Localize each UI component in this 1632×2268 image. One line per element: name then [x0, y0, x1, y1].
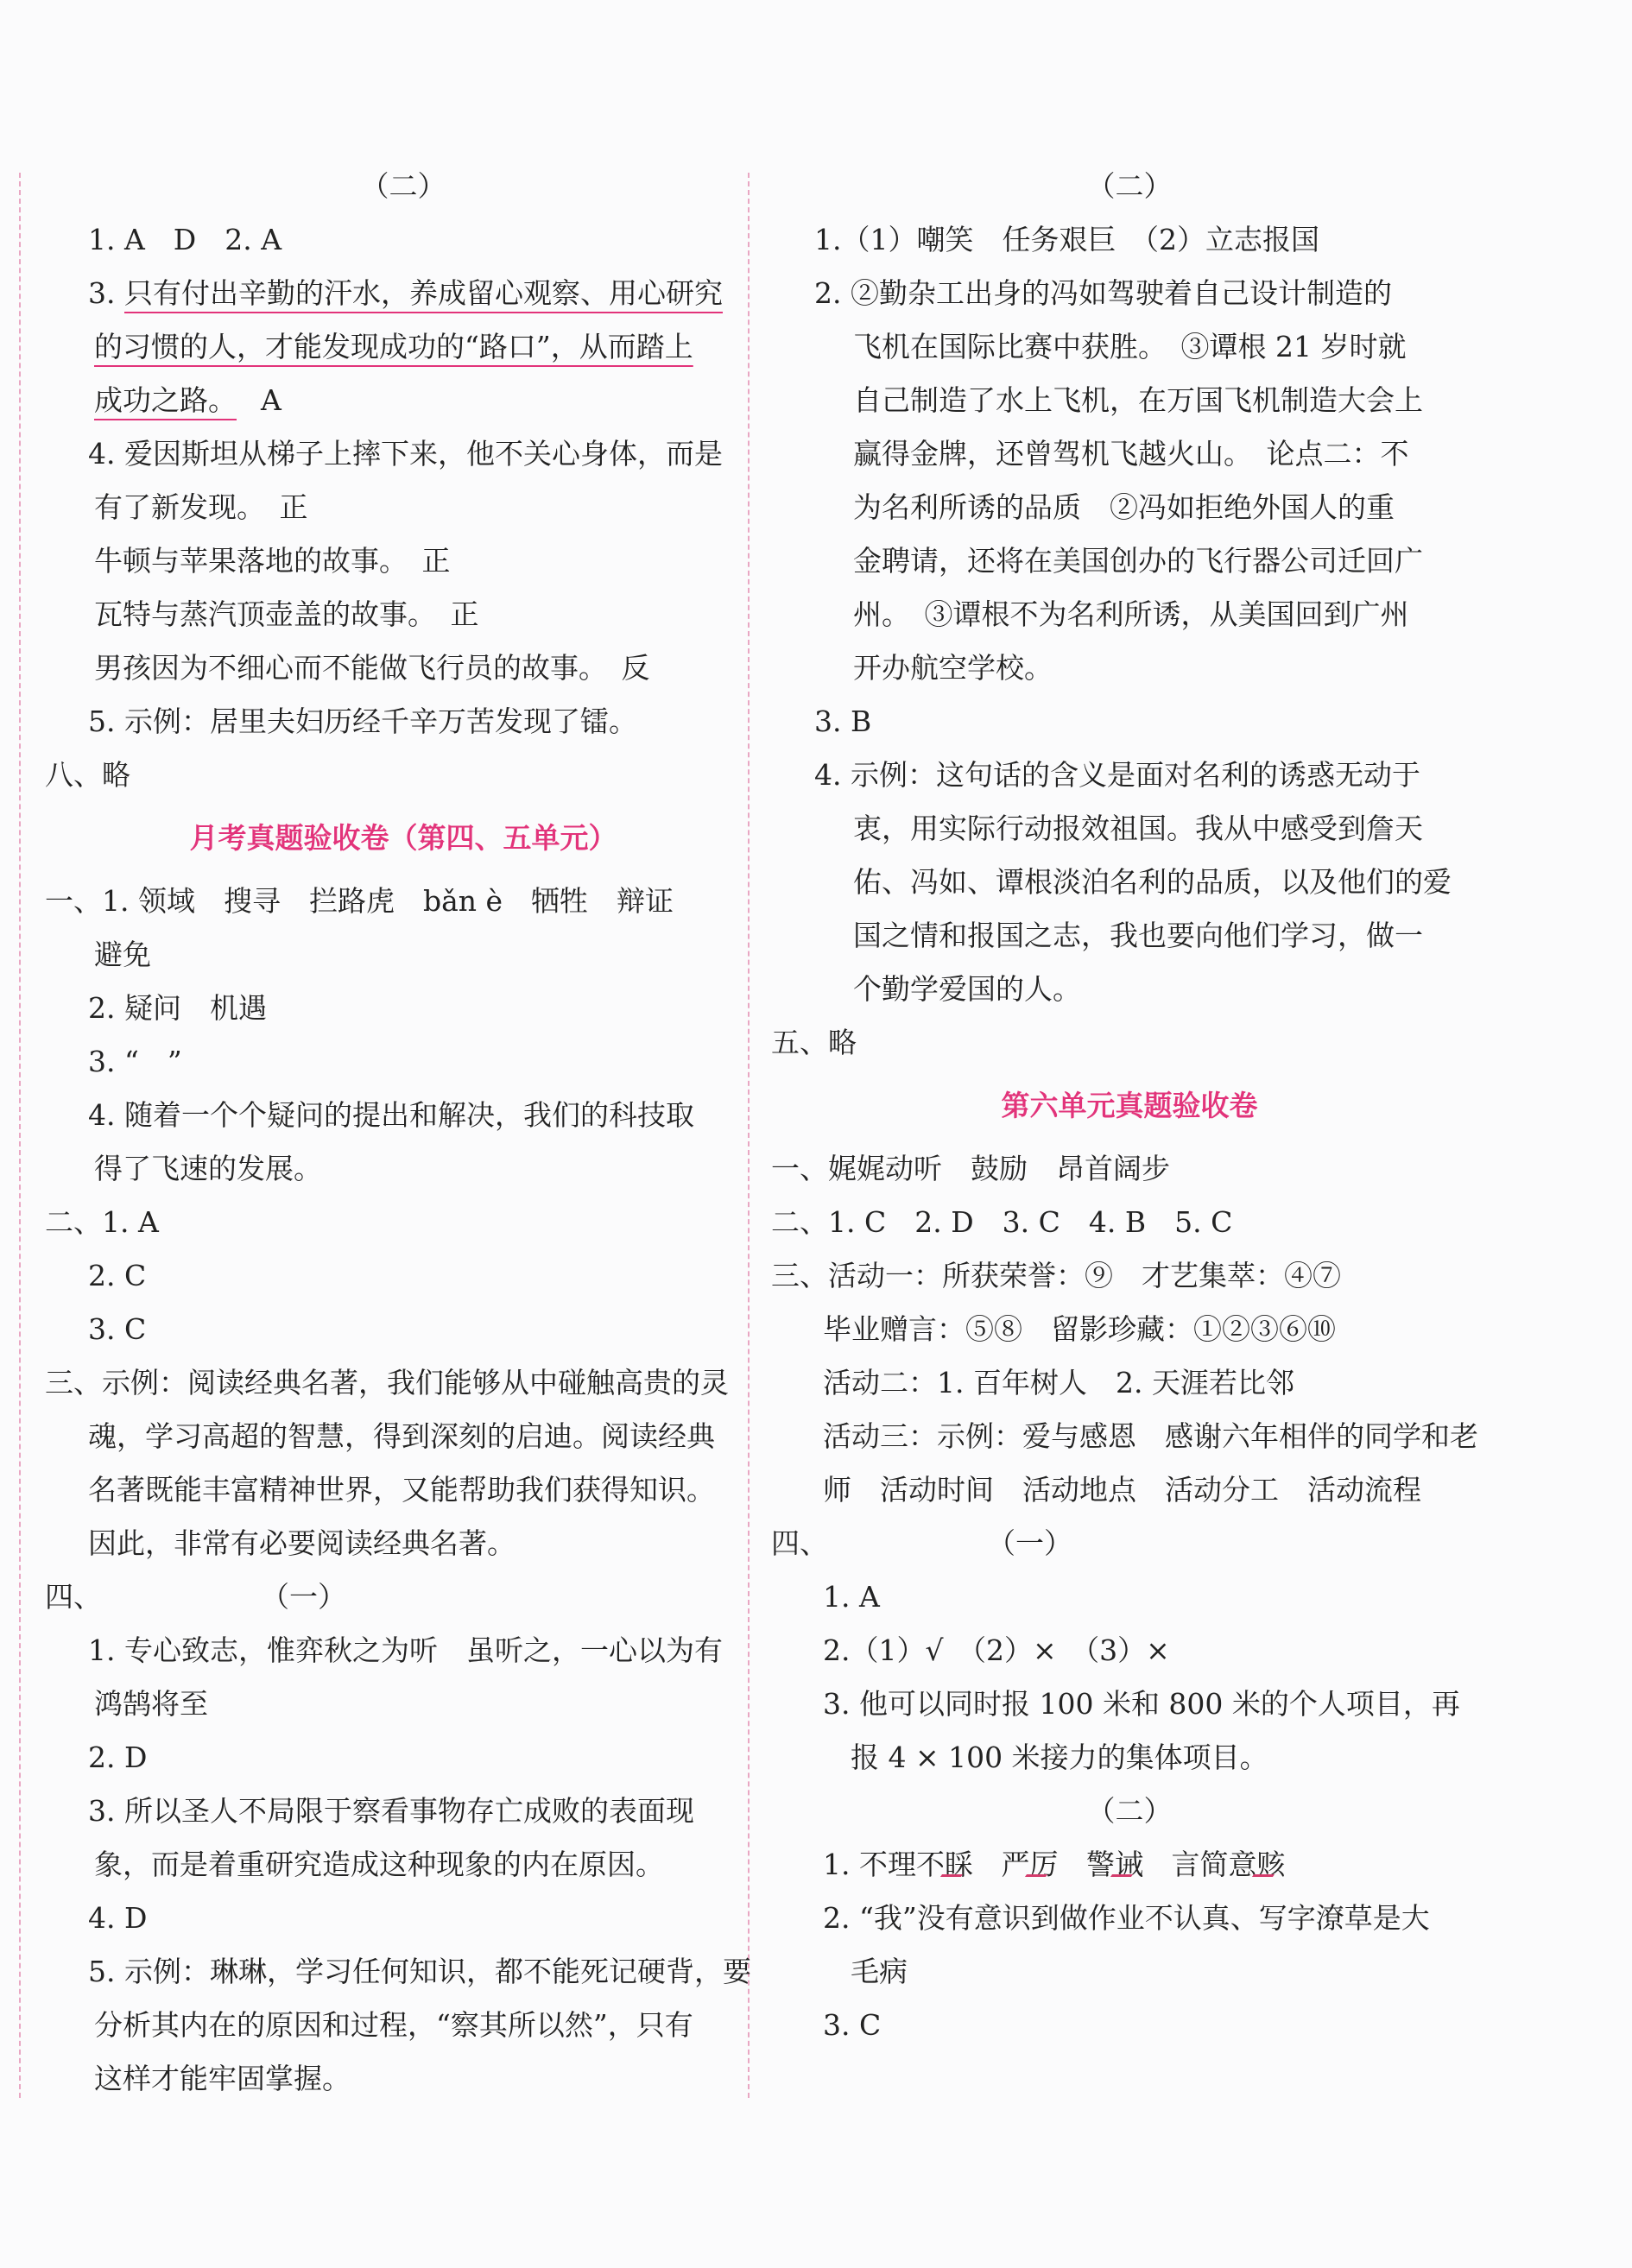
answer-line: 4. D [88, 1901, 148, 1935]
answer-line: 3. C [88, 1312, 147, 1346]
answer-word: 1. 不理不睬 [823, 1848, 973, 1881]
section-label: 五、略 [771, 1026, 857, 1059]
answer-line: 一、1. 领域 搜寻 拦路虎 bǎn è 牺牲 辩证 [45, 884, 674, 918]
subheading: （一） [987, 1526, 1072, 1560]
answer-line: 1. A [823, 1580, 880, 1614]
answer-line: 1. A D 2. A [88, 223, 282, 256]
answer-line: 象，而是着重研究造成这种现象的内在原因。 [94, 1848, 664, 1881]
answer-line: 2. 疑问 机遇 [88, 991, 267, 1025]
answer-line: 瓦特与蒸汽顶壶盖的故事。 正 [94, 597, 479, 631]
answer-line: 二、1. C 2. D 3. C 4. B 5. C [771, 1205, 1233, 1239]
section-label: 八、略 [45, 758, 130, 792]
answer-line: 1.（1）嘲笑 任务艰巨 （2）立志报国 [814, 223, 1319, 256]
answer-line [45, 267, 762, 320]
answer-line: 2. “我”没有意识到做作业不认真、写字潦草是大 [823, 1901, 1430, 1935]
answer-line: 开办航空学校。 [853, 651, 1053, 685]
underlined-answer: 只有付出辛勤的汗水，养成留心观察、用心研究 [124, 276, 723, 310]
answer-line [45, 374, 762, 427]
answer-line: 鸿鹄将至 [94, 1687, 208, 1721]
answer-line: 3. “ ” [88, 1045, 182, 1078]
question-number: 3. [88, 276, 116, 310]
answer-line: 个勤学爱国的人。 [853, 972, 1081, 1006]
subheading: （一） [261, 1580, 346, 1614]
answer-word: 言简意赅 [1171, 1848, 1286, 1881]
right-column [771, 160, 1488, 2052]
answer-line: 州。 ③谭根不为名利所诱，从美国回到广州 [853, 597, 1409, 631]
answer-line: 牛顿与苹果落地的故事。 正 [94, 544, 451, 578]
answer-line: 自己制造了水上飞机，在万国飞机制造大会上 [853, 383, 1423, 417]
answer-line: 男孩因为不细心而不能做飞行员的故事。 反 [94, 651, 650, 685]
answer-word: 严厉 [1001, 1848, 1059, 1881]
section-label [45, 1570, 762, 1624]
answer-line: 1. 专心致志，惟弈秋之为听 虽听之，一心以为有 [88, 1633, 723, 1667]
underlined-answer: 成功之路。 [94, 383, 237, 417]
underlined-answer: 的习惯的人，才能发现成功的“路口”，从而踏上 [94, 330, 693, 363]
answer-line: 4. 随着一个个疑问的提出和解决，我们的科技取 [88, 1098, 694, 1132]
section-title: 月考真题验收卷（第四、五单元） [189, 821, 617, 855]
answer-line: 分析其内在的原因和过程，“察其所以然”，只有 [94, 2008, 693, 2042]
section-label [771, 1517, 1488, 1570]
section-number: 四、 [771, 1526, 828, 1560]
answer-line: 4. 示例：这句话的含义是面对名利的诱惑无动于 [814, 758, 1420, 792]
answer-line: 师 活动时间 活动地点 活动分工 活动流程 [823, 1473, 1421, 1507]
answer-line: 因此，非常有必要阅读经典名著。 [88, 1526, 516, 1560]
answer-line: 为名利所诱的品质 ②冯如拒绝外国人的重 [853, 490, 1395, 524]
answer-line: 飞机在国际比赛中获胜。 ③谭根 21 岁时就 [853, 330, 1407, 363]
subheading: （二） [1086, 169, 1173, 203]
answer-line: 2. ②勤杂工出身的冯如驾驶着自己设计制造的 [814, 276, 1392, 310]
answer-line: 国之情和报国之志，我也要向他们学习，做一 [853, 919, 1423, 952]
subheading: （二） [360, 169, 446, 203]
answer-line: 避免 [94, 938, 151, 971]
answer-line: 报 4 × 100 米接力的集体项目。 [851, 1740, 1268, 1774]
answer-line: 佑、冯如、谭根淡泊名利的品质，以及他们的爱 [853, 865, 1452, 899]
answer-line: 三、活动一：所获荣誉：⑨ 才艺集萃：④⑦ [771, 1259, 1341, 1292]
left-column [45, 160, 762, 2106]
answer-line: 3. 所以圣人不局限于察看事物存亡成败的表面现 [88, 1794, 694, 1828]
answer-line: 2.（1）√ （2）× （3）× [823, 1633, 1170, 1667]
answer-line: 4. 爱因斯坦从梯子上摔下来，他不关心身体，而是 [88, 437, 723, 471]
answer-line: 毕业赠言：⑤⑧ 留影珍藏：①②③⑥⑩ [823, 1312, 1336, 1346]
answer-word: 警诫 [1085, 1848, 1143, 1881]
answer-line: 3. B [814, 704, 872, 738]
answer-line: 毛病 [851, 1955, 908, 1988]
answer-line: 得了飞速的发展。 [94, 1152, 322, 1185]
section-title: 第六单元真题验收卷 [1001, 1089, 1258, 1122]
answer-line: 三、示例：阅读经典名著，我们能够从中碰触高贵的灵 [45, 1366, 729, 1399]
answer-line: 2. C [88, 1259, 147, 1292]
answer-line: 这样才能牢固掌握。 [94, 2062, 351, 2095]
answer-line: 活动二：1. 百年树人 2. 天涯若比邻 [823, 1366, 1294, 1399]
answer-line: 二、1. A [45, 1205, 159, 1239]
answer-line [45, 320, 762, 374]
answer-line: 名著既能丰富精神世界，又能帮助我们获得知识。 [88, 1473, 715, 1507]
answer-line: 5. 示例：琳琳，学习任何知识，都不能死记硬背，要 [88, 1955, 751, 1988]
answer-line: 5. 示例：居里夫妇历经千辛万苦发现了镭。 [88, 704, 637, 738]
answer-line: 3. C [823, 2008, 882, 2042]
answer-line: 衷，用实际行动报效祖国。我从中感受到詹天 [853, 812, 1423, 845]
answer-line: 赢得金牌，还曾驾机飞越火山。 论点二：不 [853, 437, 1409, 471]
section-number: 四、 [45, 1580, 102, 1614]
answer-line: 一、娓娓动听 鼓励 昂首阔步 [771, 1152, 1170, 1185]
subheading: （二） [1086, 1794, 1173, 1828]
answer-line [771, 1838, 1488, 1892]
left-margin-divider [19, 173, 21, 2098]
answer-line: 活动三：示例：爱与感恩 感谢六年相伴的同学和老 [823, 1419, 1478, 1453]
answer-line: 3. 他可以同时报 100 米和 800 米的个人项目，再 [823, 1687, 1460, 1721]
answer-line: 2. D [88, 1740, 148, 1774]
answer-choice: A [261, 383, 281, 417]
answer-line: 魂，学习高超的智慧，得到深刻的启迪。阅读经典 [88, 1419, 715, 1453]
answer-line: 有了新发现。 正 [94, 490, 308, 524]
answer-line: 金聘请，还将在美国创办的飞行器公司迁回广 [853, 544, 1423, 578]
